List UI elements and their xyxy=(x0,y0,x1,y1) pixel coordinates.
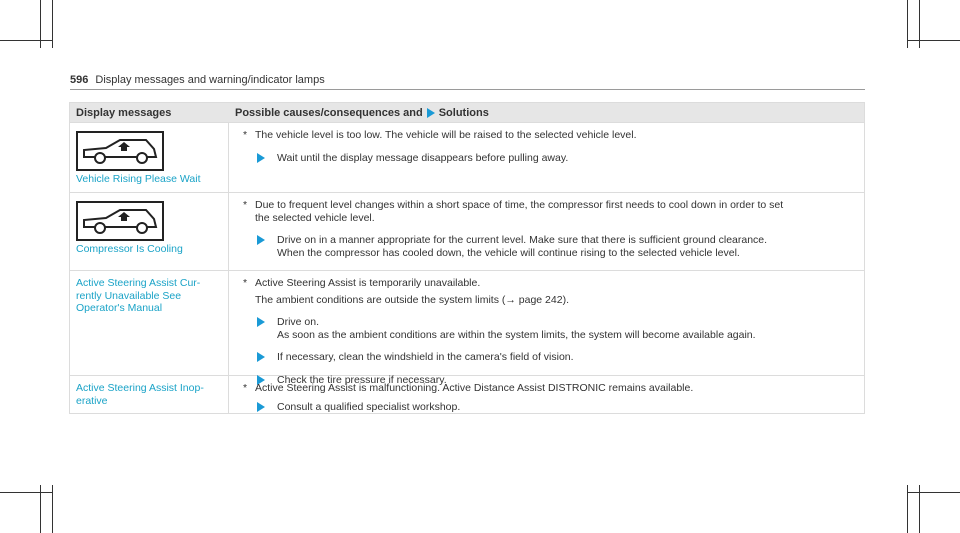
page-number: 596 xyxy=(70,74,89,86)
page-title: Display messages and warning/indicator lamps xyxy=(95,74,325,86)
vehicle-level-raise-icon xyxy=(76,201,164,241)
causes-cell xyxy=(229,373,864,413)
table-row xyxy=(70,375,864,413)
causes-cell xyxy=(229,271,864,386)
crop-mark xyxy=(907,492,960,493)
column-header-causes-label: Possible causes/consequences and xyxy=(235,106,423,119)
table-header xyxy=(70,103,864,122)
message-cell xyxy=(70,193,229,270)
message-line: Active Steering Assist Inop- xyxy=(76,382,204,394)
system-limits-note: The ambient conditions are outside the system limits (→ page 242). xyxy=(255,293,569,306)
solution-line: When the compressor has cooled down, the vehicle will continue rising to the selected vehicle level. xyxy=(277,246,740,259)
solution-arrow-icon xyxy=(257,352,265,362)
display-message: Compressor Is Cooling xyxy=(76,243,183,255)
causes-cell xyxy=(229,193,864,270)
crop-mark xyxy=(907,40,960,41)
solution-step xyxy=(237,316,856,341)
solution-step-text xyxy=(277,234,767,259)
solution-step xyxy=(237,401,856,414)
solution-arrow-icon xyxy=(257,317,265,327)
solution-line: As soon as the ambient conditions are within the system limits, the system will become available again. xyxy=(277,328,756,341)
solution-step xyxy=(237,234,856,259)
solution-arrow-icon xyxy=(257,153,265,163)
cause-line: the selected vehicle level. xyxy=(255,211,375,224)
header-divider xyxy=(70,89,865,90)
solution-arrow-icon xyxy=(257,402,265,412)
cause-text-content: Active Steering Assist is temporarily unavailable. xyxy=(255,277,481,289)
solution-step-text: If necessary, clean the windshield in the camera's field of vision. xyxy=(277,351,574,363)
message-cell xyxy=(70,123,229,192)
cause-text-content: Active Steering Assist is malfunctioning. Active Distance Assist DISTRONIC remains available. xyxy=(255,382,694,394)
crop-mark xyxy=(52,485,53,533)
column-header-messages: Display messages xyxy=(76,106,172,119)
solution-step xyxy=(237,351,856,364)
table-row xyxy=(70,122,864,192)
cause-marker: * xyxy=(243,129,248,141)
solution-arrow-icon xyxy=(257,235,265,245)
cause-marker: * xyxy=(243,382,248,394)
cause-text-content: The vehicle level is too low. The vehicle will be raised to the selected vehicle level. xyxy=(255,129,637,141)
solution-step-text: Check the tire pressure if necessary. xyxy=(277,373,447,386)
message-cell xyxy=(70,376,229,413)
cause-text xyxy=(237,277,856,290)
column-header-causes xyxy=(229,107,489,119)
cause-marker: * xyxy=(243,277,248,289)
cause-line: Due to frequent level changes within a short space of time, the compressor first needs to cool down in order to set xyxy=(255,199,784,211)
vehicle-level-raise-icon xyxy=(76,131,164,171)
display-message: Vehicle Rising Please Wait xyxy=(76,173,201,185)
cause-text xyxy=(237,129,856,142)
display-messages-table xyxy=(69,102,865,414)
message-line: erative xyxy=(76,394,108,407)
column-header-solutions-label: Solutions xyxy=(438,106,489,119)
cause-text xyxy=(237,382,856,395)
page-header xyxy=(70,74,325,86)
display-message xyxy=(76,382,222,407)
solution-step-text: Consult a qualified specialist workshop. xyxy=(277,400,461,413)
message-cell xyxy=(70,271,229,375)
display-message xyxy=(76,277,222,315)
crop-mark xyxy=(52,0,53,48)
table-row xyxy=(70,270,864,386)
crop-mark xyxy=(0,40,52,41)
solution-line: Drive on in a manner appropriate for the current level. Make sure that there is sufficient ground clearance. xyxy=(277,234,768,246)
solution-step-text: Wait until the display message disappears before pulling away. xyxy=(277,151,569,164)
message-line: Active Steering Assist Cur- xyxy=(76,277,201,289)
message-line: Operator's Manual xyxy=(76,302,163,314)
cause-text xyxy=(237,199,856,224)
cause-text-content xyxy=(255,199,856,224)
table-row xyxy=(70,192,864,270)
solution-step-text xyxy=(277,316,756,341)
solution-line: Drive on. xyxy=(277,316,320,328)
solution-arrow-icon xyxy=(427,108,435,118)
crop-mark xyxy=(0,492,52,493)
solution-step xyxy=(237,152,856,165)
cause-marker: * xyxy=(243,199,248,211)
message-line: rently Unavailable See xyxy=(76,289,182,302)
causes-cell xyxy=(229,123,864,192)
